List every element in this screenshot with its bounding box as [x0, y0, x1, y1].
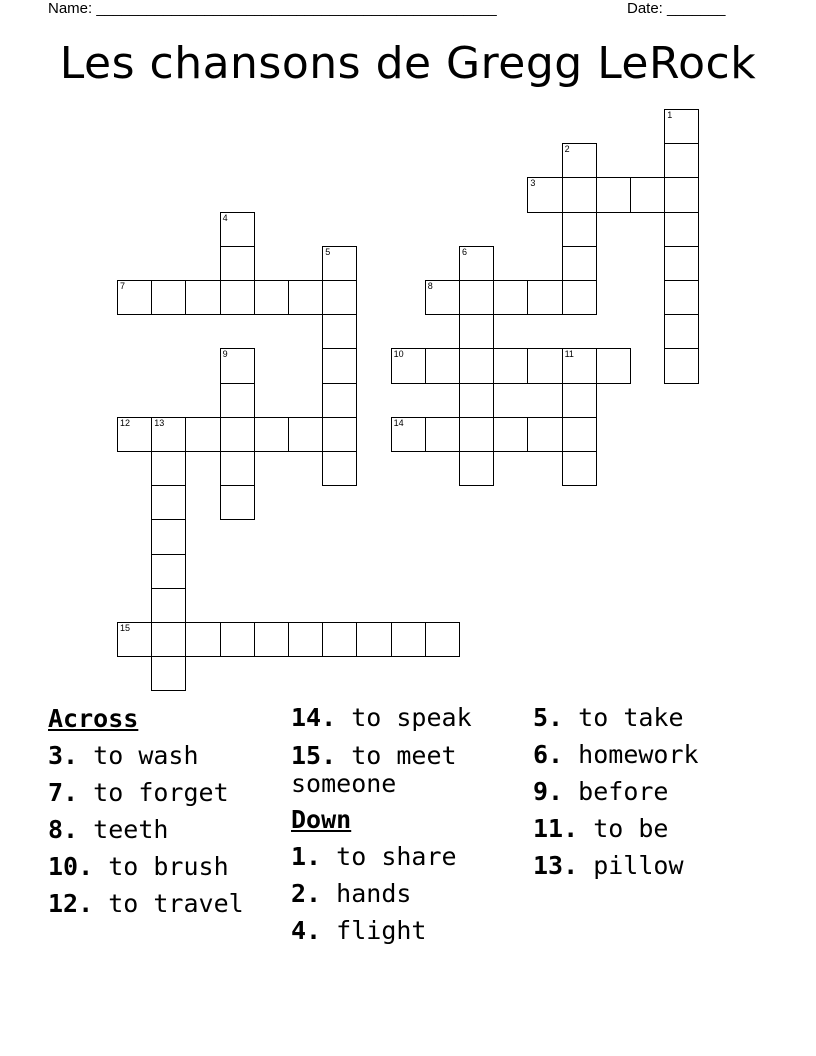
grid-cell[interactable]	[254, 417, 289, 452]
grid-cell[interactable]	[459, 280, 494, 315]
grid-cell[interactable]	[220, 246, 255, 281]
clue-item-number: 6.	[533, 740, 564, 769]
clue-item-number: 2.	[291, 879, 322, 908]
grid-cell[interactable]	[527, 348, 562, 383]
grid-cell[interactable]	[459, 314, 494, 349]
clue-item-number: 14.	[291, 703, 337, 732]
grid-cell[interactable]	[220, 451, 255, 486]
grid-cell[interactable]	[527, 280, 562, 315]
clues-column-3	[533, 699, 699, 884]
grid-cell[interactable]	[322, 622, 357, 657]
clue-number: 6	[462, 246, 468, 257]
grid-cell[interactable]	[151, 519, 186, 554]
grid-cell[interactable]	[527, 177, 562, 212]
clue-item-number: 4.	[291, 916, 322, 945]
grid-cell[interactable]	[220, 280, 255, 315]
clue-item-text: to brush	[93, 852, 229, 881]
grid-cell[interactable]	[151, 451, 186, 486]
puzzle-title: Les chansons de Gregg LeRock	[59, 38, 757, 89]
grid-cell[interactable]	[185, 622, 220, 657]
clue-item	[48, 885, 244, 922]
grid-cell[interactable]	[391, 417, 426, 452]
clue-item-text: pillow	[578, 851, 684, 880]
grid-cell[interactable]	[220, 417, 255, 452]
grid-cell[interactable]	[288, 280, 323, 315]
grid-cell[interactable]	[562, 417, 597, 452]
clue-item-number: 12.	[48, 889, 94, 918]
grid-cell[interactable]	[425, 348, 460, 383]
clue-number: 11	[564, 349, 574, 360]
grid-cell[interactable]	[151, 280, 186, 315]
clue-number: 7	[120, 281, 126, 291]
grid-cell[interactable]	[562, 383, 597, 418]
clue-item	[48, 811, 244, 848]
grid-cell[interactable]	[493, 280, 528, 315]
date-field-line[interactable]: Date: _______	[627, 0, 726, 17]
grid-cell[interactable]	[220, 485, 255, 520]
grid-cell[interactable]	[562, 348, 597, 383]
clue-item-number: 8.	[48, 815, 79, 844]
grid-cell[interactable]	[527, 417, 562, 452]
clue-item-text: to take	[563, 703, 684, 732]
grid-cell[interactable]	[254, 622, 289, 657]
grid-cell[interactable]	[425, 280, 460, 315]
grid-cell[interactable]	[664, 212, 699, 247]
down-clue-list	[291, 838, 491, 949]
clue-item-text: before	[563, 777, 669, 806]
clue-number: 3	[530, 178, 536, 189]
grid-cell[interactable]	[220, 212, 255, 247]
across-clue-list	[48, 737, 244, 922]
grid-cell[interactable]	[151, 554, 186, 589]
grid-cell[interactable]	[322, 451, 357, 486]
grid-cell[interactable]	[664, 109, 699, 144]
grid-cell[interactable]	[562, 246, 597, 281]
clue-item-text: to speak	[336, 703, 472, 732]
grid-cell[interactable]	[391, 348, 426, 383]
clue-number: 5	[325, 246, 331, 257]
clue-item-number: 3.	[48, 741, 79, 770]
clue-item-number: 15.	[291, 741, 337, 770]
grid-cell[interactable]	[664, 348, 699, 383]
clue-number: 4	[222, 212, 228, 223]
across-heading: Across	[48, 704, 139, 733]
clue-item	[533, 699, 699, 736]
clue-item-number: 1.	[291, 842, 322, 871]
clue-item-text: to forget	[78, 778, 229, 807]
clue-number: 9	[222, 349, 228, 360]
grid-cell[interactable]	[664, 314, 699, 349]
clue-item-text: to meet someone	[291, 741, 457, 798]
grid-cell[interactable]	[151, 417, 186, 452]
grid-cell[interactable]	[425, 622, 460, 657]
clue-number: 1	[667, 110, 673, 120]
clue-number: 12	[120, 417, 131, 428]
grid-cell[interactable]	[664, 246, 699, 281]
grid-cell[interactable]	[459, 348, 494, 383]
clue-item	[48, 848, 244, 885]
grid-cell[interactable]	[664, 280, 699, 315]
clue-item	[291, 699, 491, 736]
clue-item	[533, 736, 699, 773]
clue-item-number: 11.	[533, 814, 579, 843]
grid-cell[interactable]	[220, 383, 255, 418]
grid-cell[interactable]	[425, 417, 460, 452]
clue-number: 13	[154, 417, 165, 428]
clue-item-text: to travel	[93, 889, 244, 918]
clue-number: 8	[427, 281, 433, 291]
grid-cell[interactable]	[322, 246, 357, 281]
clue-item-text: to wash	[78, 741, 199, 770]
clue-item-text: to share	[321, 842, 457, 871]
clue-item	[48, 737, 244, 774]
clue-item-number: 9.	[533, 777, 564, 806]
clue-item-text: hands	[321, 879, 412, 908]
grid-cell[interactable]	[117, 622, 152, 657]
clue-item	[48, 774, 244, 811]
grid-cell[interactable]	[664, 143, 699, 178]
grid-cell[interactable]	[151, 656, 186, 691]
grid-cell[interactable]	[220, 348, 255, 383]
grid-cell[interactable]	[630, 177, 665, 212]
down-clue-list-continued	[533, 699, 699, 884]
grid-cell[interactable]	[322, 280, 357, 315]
clues-column-2	[291, 699, 491, 949]
clue-number: 15	[120, 623, 131, 633]
clue-item-text: homework	[563, 740, 699, 769]
grid-cell[interactable]	[185, 280, 220, 315]
clue-item-text: flight	[321, 916, 427, 945]
clue-item-number: 13.	[533, 851, 579, 880]
grid-cell[interactable]	[459, 383, 494, 418]
clue-number: 10	[393, 349, 404, 360]
grid-cell[interactable]	[151, 622, 186, 657]
grid-cell[interactable]	[185, 417, 220, 452]
grid-cell[interactable]	[220, 622, 255, 657]
clue-item-number: 10.	[48, 852, 94, 881]
grid-cell[interactable]	[322, 348, 357, 383]
clue-item	[533, 810, 699, 847]
clue-item-text: teeth	[78, 815, 169, 844]
grid-cell[interactable]	[596, 348, 631, 383]
grid-cell[interactable]	[151, 485, 186, 520]
grid-cell[interactable]	[459, 246, 494, 281]
grid-cell[interactable]	[493, 348, 528, 383]
clue-number: 2	[564, 144, 570, 155]
grid-cell[interactable]	[254, 280, 289, 315]
clue-item	[291, 912, 491, 949]
across-clue-list-continued	[291, 699, 491, 798]
clue-item	[291, 875, 491, 912]
name-field-line[interactable]: Name: ________________________________________________	[48, 0, 497, 17]
grid-cell[interactable]	[562, 212, 597, 247]
grid-cell[interactable]	[562, 280, 597, 315]
grid-cell[interactable]	[596, 177, 631, 212]
grid-cell[interactable]	[151, 588, 186, 623]
grid-cell[interactable]	[493, 417, 528, 452]
grid-cell[interactable]	[459, 417, 494, 452]
grid-cell[interactable]	[356, 622, 391, 657]
grid-cell[interactable]	[288, 417, 323, 452]
clue-item-number: 5.	[533, 703, 564, 732]
grid-cell[interactable]	[117, 280, 152, 315]
down-heading: Down	[291, 805, 352, 834]
clue-item	[291, 838, 491, 875]
clue-item-text: to be	[578, 814, 669, 843]
clue-number: 14	[393, 417, 404, 428]
grid-cell[interactable]	[664, 177, 699, 212]
grid-cell[interactable]	[562, 143, 597, 178]
clue-item	[291, 742, 491, 798]
grid-cell[interactable]	[322, 314, 357, 349]
grid-cell[interactable]	[562, 451, 597, 486]
grid-cell[interactable]	[117, 417, 152, 452]
grid-cell[interactable]	[562, 177, 597, 212]
clues-column-1	[48, 700, 244, 922]
clue-item	[533, 773, 699, 810]
grid-cell[interactable]	[322, 383, 357, 418]
grid-cell[interactable]	[391, 622, 426, 657]
grid-cell[interactable]	[322, 417, 357, 452]
grid-cell[interactable]	[288, 622, 323, 657]
grid-cell[interactable]	[459, 451, 494, 486]
clue-item	[533, 847, 699, 884]
clue-item-number: 7.	[48, 778, 79, 807]
